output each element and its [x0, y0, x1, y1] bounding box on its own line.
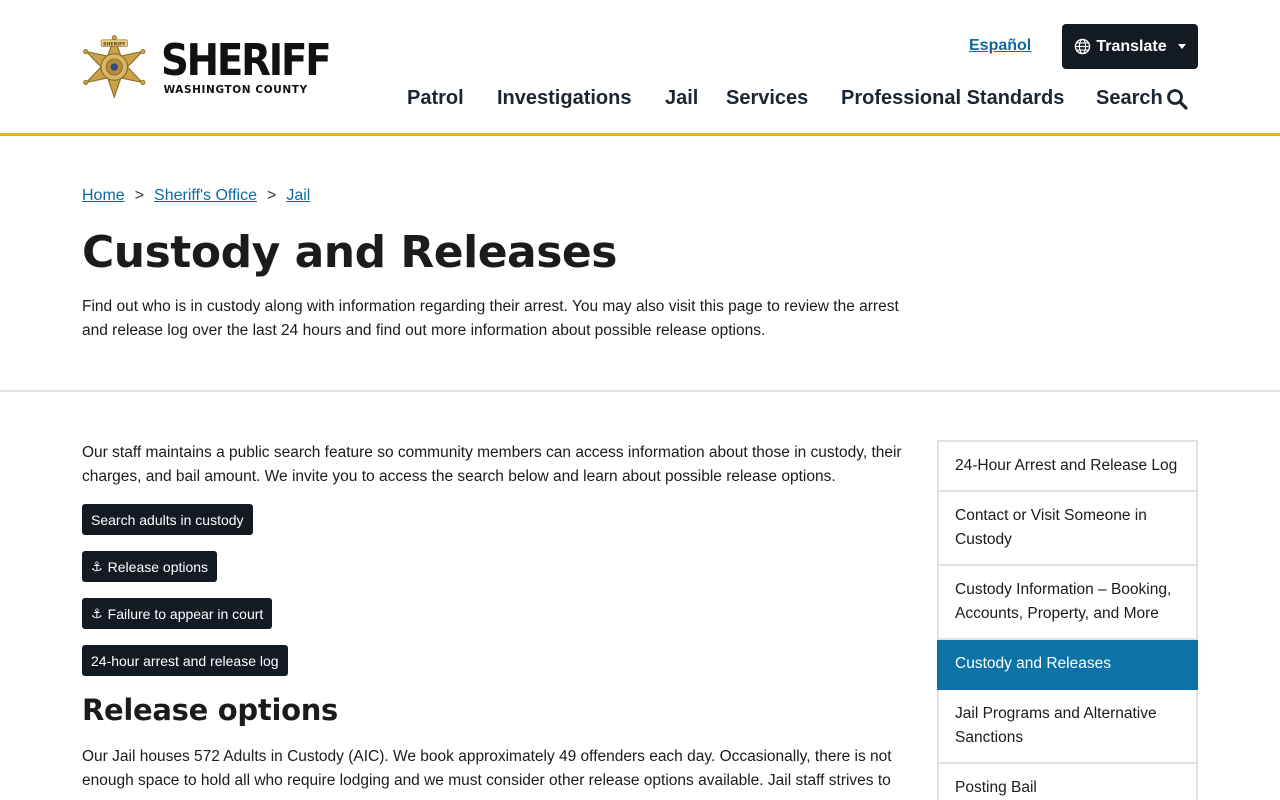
- nav-services[interactable]: Services: [726, 87, 809, 109]
- release-options-text: Our Jail houses 572 Adults in Custody (AIC). We book approximately 49 offenders each day. Occasionally, there is not enough space to hold all who require lodging and we must consider other release options available. Jail staff strives to: [82, 748, 892, 789]
- search-adults-button[interactable]: [82, 504, 253, 535]
- breadcrumb-separator-icon: >: [266, 187, 277, 204]
- search-icon: [1166, 88, 1188, 110]
- translate-button[interactable]: [1062, 24, 1198, 69]
- custody-search-paragraph: Our staff maintains a public search feature so community members can access information about those in custody, their charges, and bail amount. We invite you to access the search below and learn about possible release options.: [82, 444, 902, 485]
- sidenav-arrest-release-log[interactable]: 24-Hour Arrest and Release Log: [939, 442, 1196, 492]
- release-options-label: Release options: [107, 558, 209, 575]
- breadcrumb: [82, 187, 310, 205]
- logo-subtitle: WASHINGTON COUNTY: [163, 83, 308, 96]
- language-link-espanol[interactable]: Español: [969, 37, 1032, 54]
- sidenav-posting-bail[interactable]: Posting Bail: [939, 764, 1196, 800]
- anchor-icon: ⚓: [91, 605, 103, 621]
- failure-to-appear-label: Failure to appear in court: [107, 605, 264, 622]
- translate-label: Translate: [1096, 37, 1167, 55]
- svg-text:SHERIFF: SHERIFF: [103, 42, 126, 48]
- logo-title: SHERIFF: [160, 34, 330, 86]
- failure-to-appear-button[interactable]: [82, 598, 272, 629]
- sidenav-custody-releases[interactable]: Custody and Releases: [937, 640, 1198, 690]
- sheriff-star-badge-icon: [82, 24, 147, 110]
- nav-jail[interactable]: Jail: [665, 87, 699, 109]
- section-divider: [0, 390, 1280, 392]
- release-options-button[interactable]: [82, 551, 217, 582]
- nav-search-label: Search: [1096, 87, 1163, 109]
- logo-wordmark: [160, 34, 352, 96]
- search-adults-label: Search adults in custody: [91, 511, 244, 528]
- release-options-heading: Release options: [82, 693, 339, 727]
- sidenav-contact-visit[interactable]: Contact or Visit Someone in Custody: [939, 492, 1196, 566]
- anchor-icon: ⚓: [91, 558, 103, 574]
- nav-investigations[interactable]: Investigations: [497, 87, 632, 109]
- globe-icon: [1074, 38, 1091, 55]
- breadcrumb-separator-icon: >: [134, 187, 145, 204]
- breadcrumb-sheriffs-office[interactable]: Sheriff's Office: [154, 187, 257, 204]
- page-title: Custody and Releases: [82, 227, 617, 278]
- jail-side-navigation: [937, 440, 1198, 800]
- sidenav-jail-programs[interactable]: Jail Programs and Alternative Sanctions: [939, 690, 1196, 764]
- page-intro: Find out who is in custody along with information regarding their arrest. You may also visit this page to review the arrest and release log over the last 24 hours and find out more information about possible release options.: [82, 298, 899, 339]
- nav-professional-standards[interactable]: Professional Standards: [841, 87, 1065, 109]
- chevron-down-icon: [1178, 44, 1186, 49]
- breadcrumb-jail[interactable]: Jail: [286, 187, 311, 204]
- site-header: [0, 0, 1280, 136]
- arrest-release-log-label: 24-hour arrest and release log: [91, 652, 279, 669]
- site-logo[interactable]: [82, 24, 352, 110]
- nav-search[interactable]: [1096, 87, 1188, 110]
- breadcrumb-home[interactable]: Home: [82, 187, 125, 204]
- sidenav-custody-information[interactable]: Custody Information – Booking, Accounts, Property, and More: [939, 566, 1196, 640]
- arrest-release-log-button[interactable]: [82, 645, 288, 676]
- nav-patrol[interactable]: Patrol: [407, 87, 464, 109]
